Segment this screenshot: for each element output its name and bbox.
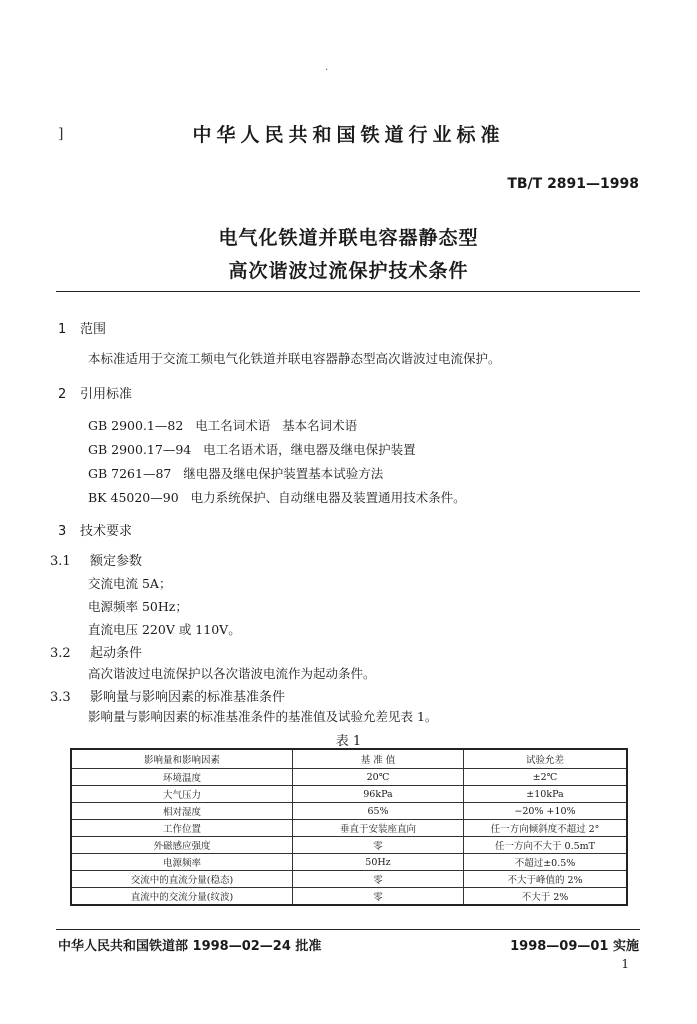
table-cell: 不超过±0.5% (464, 854, 628, 871)
section-title: 范围 (80, 322, 107, 337)
section-title: 起动条件 (90, 646, 143, 661)
table-cell: 交流中的直流分量(稳态) (71, 871, 293, 888)
section-title: 额定参数 (90, 554, 143, 569)
table-cell: 垂直于安装座直向 (293, 820, 464, 837)
section-number: 3 (58, 524, 67, 539)
title-divider (56, 291, 640, 292)
reference-item: GB 2900.1—82 电工名词术语 基本名词术语 (88, 418, 358, 433)
table-cell: 直流中的交流分量(纹波) (71, 888, 293, 906)
table-row (71, 854, 627, 871)
section-3-3-heading (50, 686, 285, 705)
section-2-heading (58, 383, 132, 402)
page-number: 1 (621, 957, 629, 971)
table-cell: 外磁感应强度 (71, 837, 293, 854)
effective-date: 1998—09—01 实施 (510, 939, 639, 954)
speck-dot: . (325, 62, 329, 73)
table-cell: 50Hz (293, 854, 464, 871)
rated-current: 交流电流 5A； (88, 576, 172, 591)
table-cell: 相对湿度 (71, 803, 293, 820)
table-cell: 不大于 2% (464, 888, 628, 906)
table-cell: 零 (293, 837, 464, 854)
table-cell: 电源频率 (71, 854, 293, 871)
section-number: 3.1 (50, 554, 71, 569)
section-title: 引用标准 (80, 387, 133, 402)
table-cell: 工作位置 (71, 820, 293, 837)
table-cell: 20℃ (293, 769, 464, 786)
table-cell: −20% +10% (464, 803, 628, 820)
table-cell: 96kPa (293, 786, 464, 803)
section-number: 2 (58, 387, 67, 402)
section-title: 技术要求 (80, 524, 133, 539)
margin-mark: ] (58, 126, 64, 142)
table-cell: 大气压力 (71, 786, 293, 803)
table-row (71, 837, 627, 854)
section-3-3-text: 影响量与影响因素的标准基准条件的基准值及试验允差见表 1。 (88, 709, 438, 724)
document-title-line1: 电气化铁道并联电容器静态型 (218, 227, 479, 249)
table-cell: 零 (293, 888, 464, 906)
section-1-text: 本标准适用于交流工频电气化铁道并联电容器静态型高次谐波过电流保护。 (88, 351, 501, 366)
table-cell: 零 (293, 871, 464, 888)
table-row (71, 803, 627, 820)
table-cell: ±10kPa (464, 786, 628, 803)
table-cell: 任一方向倾斜度不超过 2° (464, 820, 628, 837)
table-row (71, 871, 627, 888)
section-3-2-text: 高次谐波过电流保护以各次谐波电流作为起动条件。 (88, 666, 376, 681)
section-3-heading (58, 520, 132, 539)
table-header-row (71, 749, 627, 769)
section-title: 影响量与影响因素的标准基准条件 (90, 690, 286, 705)
power-frequency: 电源频率 50Hz； (88, 599, 188, 614)
approval-date: 中华人民共和国铁道部 1998—02—24 批准 (58, 939, 322, 954)
section-3-2-heading (50, 642, 142, 661)
table-cell: 环境温度 (71, 769, 293, 786)
document-title-line2: 高次谐波过流保护技术条件 (228, 260, 469, 282)
table-row (71, 786, 627, 803)
reference-item: BK 45020—90 电力系统保护、自动继电器及装置通用技术条件。 (88, 490, 466, 505)
section-number: 3.3 (50, 690, 71, 705)
org-title: 中华人民共和国铁道行业标准 (192, 124, 505, 146)
section-number: 3.2 (50, 646, 71, 661)
column-header: 基 准 值 (293, 749, 464, 769)
standard-number: TB/T 2891—1998 (507, 176, 639, 192)
table-row (71, 888, 627, 906)
table-cell: 任一方向不大于 0.5mT (464, 837, 628, 854)
table-cell: 不大于峰值的 2% (464, 871, 628, 888)
reference-conditions-table (70, 748, 628, 906)
section-number: 1 (58, 322, 67, 337)
section-3-1-heading (50, 550, 142, 569)
table-cell: 65% (293, 803, 464, 820)
section-1-heading (58, 318, 106, 337)
column-header: 影响量和影响因素 (71, 749, 293, 769)
reference-item: GB 7261—87 继电器及继电保护装置基本试验方法 (88, 466, 384, 481)
dc-voltage: 直流电压 220V 或 110V。 (88, 622, 241, 637)
table-row (71, 820, 627, 837)
table-cell: ±2℃ (464, 769, 628, 786)
column-header: 试验允差 (464, 749, 628, 769)
footer-divider (56, 929, 640, 930)
table-caption: 表 1 (335, 734, 362, 749)
table-row (71, 769, 627, 786)
reference-item: GB 2900.17—94 电工名语术语，继电器及继电保护装置 (88, 442, 416, 457)
